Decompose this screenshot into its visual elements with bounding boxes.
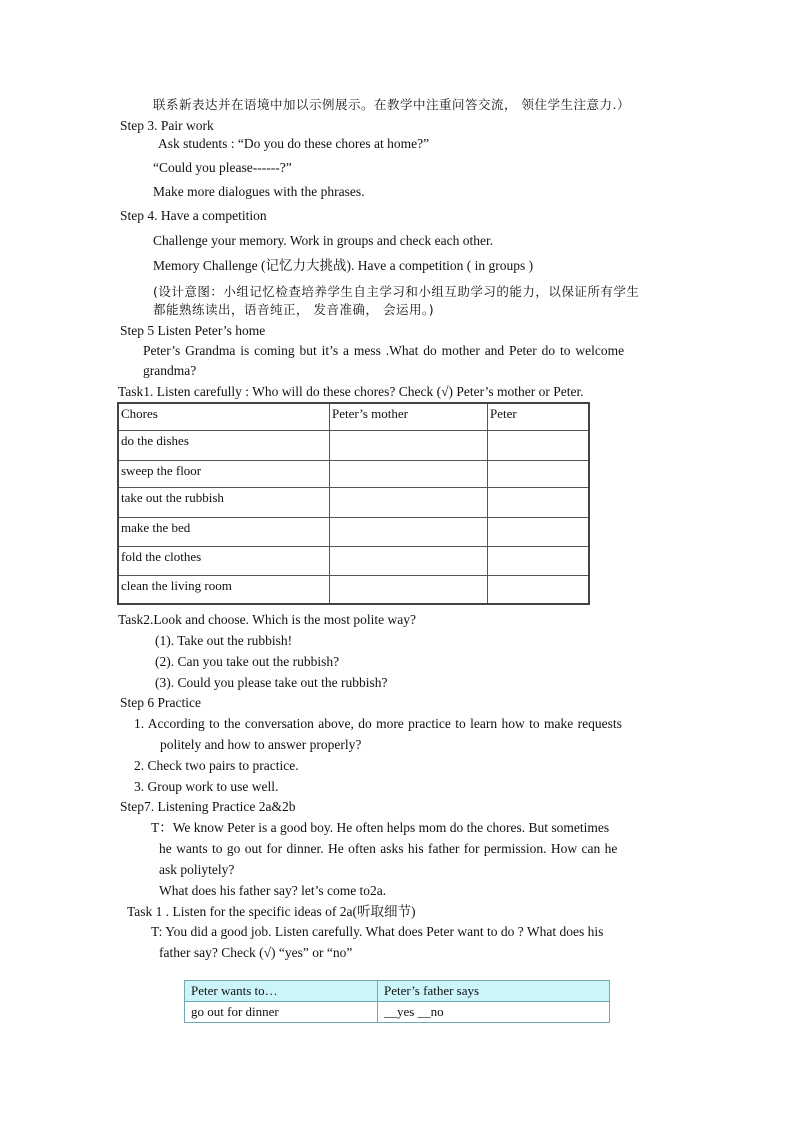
check-cell-mother[interactable]	[330, 518, 488, 547]
chores-table	[117, 402, 590, 605]
instruction-line: Challenge your memory. Work in groups and check each other.	[153, 233, 494, 248]
table-header-row	[185, 981, 610, 1002]
check-cell-mother[interactable]	[330, 547, 488, 576]
table-header-cell: Chores	[118, 403, 330, 431]
instruction-line: father say? Check (√) “yes” or “no”	[159, 945, 353, 960]
instruction-line: 2. Check two pairs to practice.	[134, 758, 299, 773]
instruction-line: Make more dialogues with the phrases.	[153, 184, 365, 199]
instruction-line: Peter’s Grandma is coming but it’s a mess .What do mother and Peter do to welcome	[143, 343, 625, 358]
check-cell-peter[interactable]	[488, 488, 590, 518]
table-header-cell: Peter wants to…	[185, 981, 378, 1002]
table-row	[118, 547, 589, 576]
option-line: (1). Take out the rubbish!	[155, 633, 293, 648]
chore-cell: do the dishes	[118, 431, 330, 461]
table-row	[118, 431, 589, 461]
table-row	[118, 461, 589, 488]
table-row	[118, 488, 589, 518]
table-header-cell: Peter’s mother	[330, 403, 488, 431]
instruction-line: What does his father say? let’s come to2a.	[159, 883, 387, 898]
instruction-line: politely and how to answer properly?	[160, 737, 362, 752]
check-cell-mother[interactable]	[330, 431, 488, 461]
instruction-line: Ask students : “Do you do these chores at home?”	[158, 136, 430, 151]
step-heading: Step 4. Have a competition	[120, 208, 267, 223]
chore-cell: sweep the floor	[118, 461, 330, 488]
option-line: (3). Could you please take out the rubbish?	[155, 675, 388, 690]
instruction-line: grandma?	[143, 363, 197, 378]
chore-cell: take out the rubbish	[118, 488, 330, 518]
check-cell-peter[interactable]	[488, 461, 590, 488]
instruction-line: he wants to go out for dinner. He often asks his father for permission. How can he	[159, 841, 618, 856]
option-line: (2). Can you take out the rubbish?	[155, 654, 340, 669]
check-cell-peter[interactable]	[488, 518, 590, 547]
check-cell-peter[interactable]	[488, 547, 590, 576]
chore-cell: clean the living room	[118, 576, 330, 604]
step-heading: Step 5 Listen Peter’s home	[120, 323, 266, 338]
check-cell-mother[interactable]	[330, 461, 488, 488]
check-cell-peter[interactable]	[488, 576, 590, 604]
table-row	[118, 518, 589, 547]
task-heading: Task1. Listen carefully : Who will do these chores? Check (√) Peter’s mother or Peter.	[118, 384, 584, 399]
instruction-line: 1. According to the conversation above, do more practice to learn how to make requests	[134, 716, 622, 731]
instruction-line: “Could you please------?”	[153, 160, 292, 175]
table-row	[118, 576, 589, 604]
table-header-cell: Peter’s father says	[378, 981, 610, 1002]
task-heading: Task 1 . Listen for the specific ideas of 2a(听取细节)	[127, 904, 416, 919]
check-cell-peter[interactable]	[488, 431, 590, 461]
design-note: (设计意图：小组记忆检查培养学生自主学习和小组互助学习的能力，以保证所有学生	[153, 284, 640, 299]
step-heading: Step7. Listening Practice 2a&2b	[120, 799, 296, 814]
instruction-line: 联系新表达并在语境中加以示例展示。在教学中注重问答交流， 领住学生注意力.）	[153, 97, 630, 112]
table-cell: go out for dinner	[185, 1002, 378, 1023]
task-heading: Task2.Look and choose. Which is the most polite way?	[118, 612, 416, 627]
check-cell-mother[interactable]	[330, 488, 488, 518]
step-heading: Step 3. Pair work	[120, 118, 214, 133]
check-cell-mother[interactable]	[330, 576, 488, 604]
father-response-table	[184, 980, 610, 1023]
chore-cell: fold the clothes	[118, 547, 330, 576]
instruction-line: T：We know Peter is a good boy. He often helps mom do the chores. But sometimes	[151, 820, 610, 835]
design-note: 都能熟练读出，语音纯正， 发音准确， 会运用。)	[153, 302, 435, 317]
yes-no-cell[interactable]: __yes __no	[378, 1002, 610, 1023]
instruction-line: 3. Group work to use well.	[134, 779, 279, 794]
table-row	[185, 1002, 610, 1023]
step-heading: Step 6 Practice	[120, 695, 201, 710]
instruction-line: T: You did a good job. Listen carefully. What does Peter want to do ? What does his	[151, 924, 604, 939]
table-header-cell: Peter	[488, 403, 590, 431]
instruction-line: Memory Challenge (记忆力大挑战). Have a competition ( in groups )	[153, 258, 534, 273]
table-header-row	[118, 403, 589, 431]
instruction-line: ask poliytely?	[159, 862, 235, 877]
chore-cell: make the bed	[118, 518, 330, 547]
